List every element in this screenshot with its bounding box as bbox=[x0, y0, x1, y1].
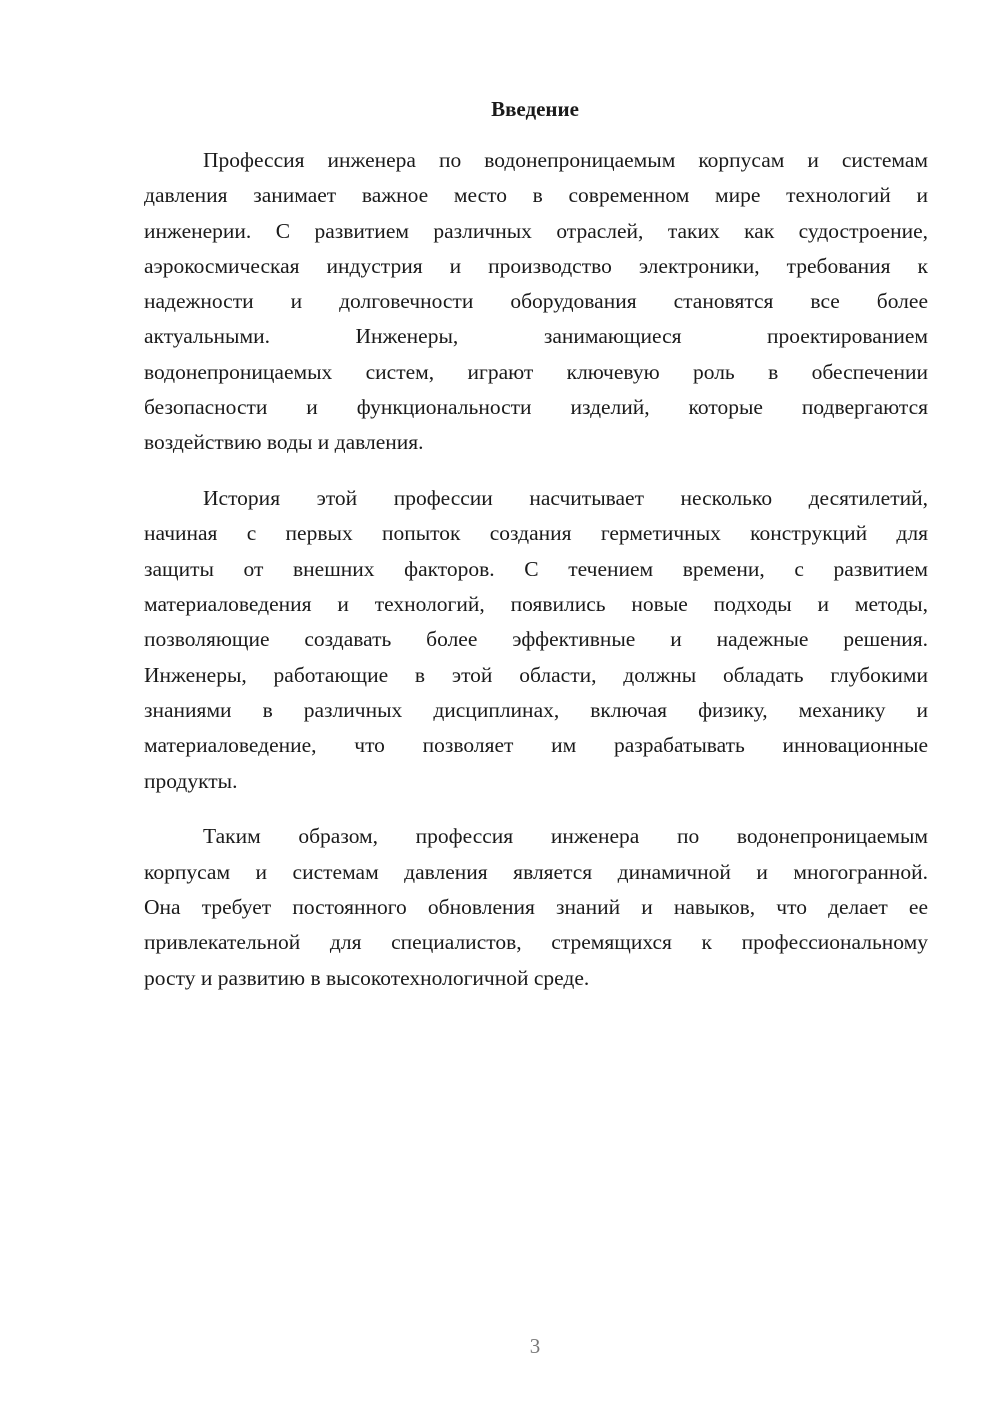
text-line: безопасности и функциональности изделий, которые подвергаются bbox=[144, 395, 928, 420]
text-line: знаниями в различных дисциплинах, включая физику, механику и bbox=[144, 697, 928, 722]
document-body bbox=[144, 143, 928, 1016]
text-line: водонепроницаемых систем, играют ключевую роль в обеспечении bbox=[144, 359, 928, 384]
text-line: позволяющие создавать более эффективные и надежные решения. bbox=[144, 627, 928, 652]
text-line: Она требует постоянного обновления знаний и навыков, что делает ее bbox=[144, 894, 928, 919]
text-line: актуальными. Инженеры, занимающиеся проектированием bbox=[144, 324, 928, 349]
paragraph bbox=[144, 481, 928, 799]
text-line: росту и развитию в высокотехнологичной среде. bbox=[144, 965, 590, 990]
text-line: привлекательной для специалистов, стремящихся к профессиональному bbox=[144, 930, 928, 955]
text-line: материаловедения и технологий, появились новые подходы и методы, bbox=[144, 592, 928, 617]
text-line: История этой профессии насчитывает несколько десятилетий, bbox=[203, 486, 928, 511]
text-line: аэрокосмическая индустрия и производство электроники, требования к bbox=[144, 253, 928, 278]
text-line: давления занимает важное место в современном мире технологий и bbox=[144, 183, 928, 208]
text-line: материаловедение, что позволяет им разрабатывать инновационные bbox=[144, 733, 928, 758]
text-line: Инженеры, работающие в этой области, должны обладать глубокими bbox=[144, 662, 928, 687]
text-line: продукты. bbox=[144, 768, 238, 793]
text-line: корпусам и системам давления является динамичной и многогранной. bbox=[144, 859, 928, 884]
paragraph bbox=[144, 143, 928, 461]
text-line: надежности и долговечности оборудования становятся все более bbox=[144, 289, 928, 314]
text-line: инженерии. С развитием различных отраслей, таких как судостроение, bbox=[144, 218, 928, 243]
text-line: Таким образом, профессия инженера по водонепроницаемым bbox=[203, 824, 928, 849]
page-number: 3 bbox=[529, 1334, 541, 1358]
text-line: защиты от внешних факторов. С течением времени, с развитием bbox=[144, 556, 928, 581]
section-title: Введение bbox=[491, 97, 579, 121]
paragraph bbox=[144, 819, 928, 995]
text-line: Профессия инженера по водонепроницаемым корпусам и системам bbox=[203, 148, 928, 172]
text-line: начиная с первых попыток создания герметичных конструкций для bbox=[144, 521, 928, 546]
text-line: воздействию воды и давления. bbox=[144, 430, 424, 455]
